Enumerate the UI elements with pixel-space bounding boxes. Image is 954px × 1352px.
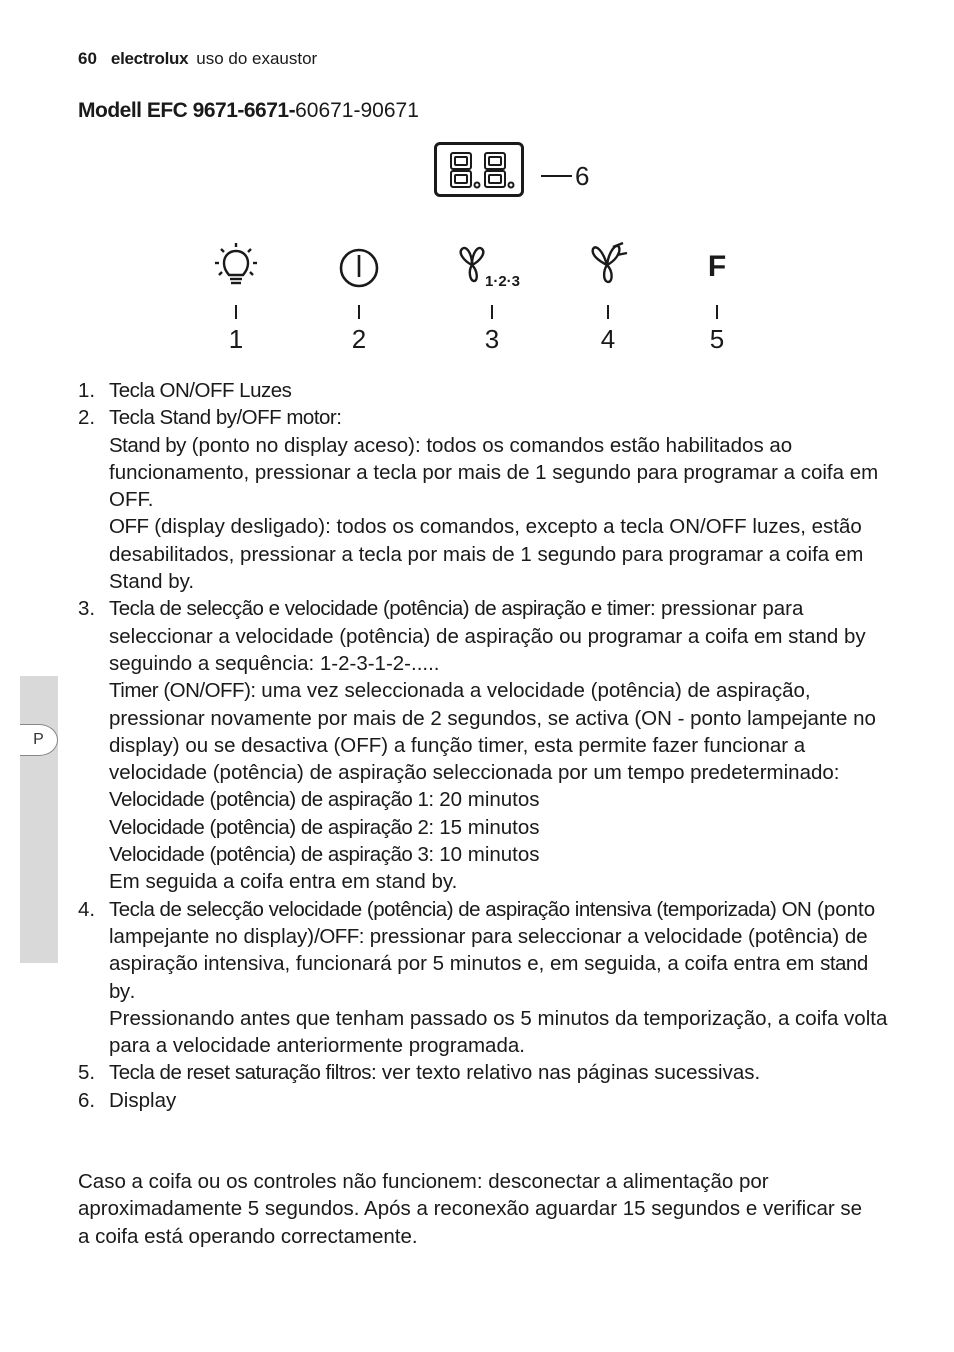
item-paragraph: Em seguida a coifa entra em stand by. [109,870,458,894]
item-title: Tecla de reset saturação filtros: [109,1061,377,1085]
fan-intensive-icon [583,241,633,291]
language-side-tab [20,676,58,963]
key-number: 1 [228,324,244,354]
list-item [78,404,888,595]
power-icon [334,241,384,291]
key-tick [716,305,718,319]
item-paragraph: OFF (display desligado): todos os comandos, excepto a tecla ON/OFF luzes, estão desabilitados, pressionar a tecla por mais de 1 segundo para programar a coifa em Stand by. [109,515,864,594]
key-number: 3 [484,324,500,354]
item-number: 4. [78,897,96,921]
seven-segment-digits-icon [437,145,521,194]
troubleshooting-note: Caso a coifa ou os controles não funcionem: desconectar a alimentação por aproximadamente 5 segundos. Após a reconexão aguardar 15 segundos e verificar se a coifa está operando correctamente. [78,1170,863,1248]
item-number: 1. [78,379,96,402]
key-fan-intensive [578,241,638,355]
key-number: 5 [709,324,725,354]
section-title: uso do exaustor [196,49,318,68]
list-item [78,1087,888,1114]
speed-3-line: Velocidade (potência) de aspiração 3: 10 minutos [109,843,540,867]
digital-display [434,142,524,197]
key-filter-reset [687,241,747,355]
key-number: 4 [600,324,616,354]
key-tick [491,305,493,319]
svg-text:F: F [707,250,727,283]
key-light [206,241,266,355]
speed-2-line: Velocidade (potência) de aspiração 2: 15 minutos [109,815,540,839]
language-tab-label: P [20,724,58,756]
item-title: Tecla de selecção e velocidade (potência) de aspiração e timer: [109,597,656,621]
key-number: 2 [351,324,367,354]
item-number: 3. [78,597,96,621]
item-number: 2. [78,406,96,430]
callout-6: 6 [575,161,590,191]
key-tick [235,305,237,319]
item-paragraph: Timer (ON/OFF): uma vez seleccionada a velocidade (potência) de aspiração, pressionar novamente por mais de 2 segundos, se activa (ON - ponto lampejante no display) ou se desactiva (OFF) a função timer, esta permite fazer funcionar a velocidade (potência) de aspiração seleccionada por um tempo predeterminado: [109,679,876,785]
page-header [78,49,317,69]
key-description-list [78,377,888,1114]
fan-speed-icon [456,241,528,291]
list-item: 4. Tecla de selecção velocidade (potência) de aspiração intensiva (temporizada) ON (ponto lampejante no display)/OFF: pressionar para seleccionar a velocidade (potência) de aspiração intensiva, funcionará por 5 minutos e, em seguida, a coifa entra em stand by. Pressionando antes que tenham passado os 5 minutos da temporização, a coifa volta para a velocidade anteriormente programada. [78,896,888,1060]
svg-text:1·2·3: 1·2·3 [485,273,521,290]
item-number: 5. [78,1061,96,1085]
brand-name: electrolux [110,49,189,68]
page-number: 60 [78,49,97,68]
model-heading [78,99,419,123]
model-heading-bold: Modell EFC 9671-6671- [78,99,296,122]
filter-reset-icon [692,241,742,291]
speed-1-line: Velocidade (potência) de aspiração 1: 20 minutos [109,788,540,812]
key-power [329,241,389,355]
item-number: 6. [78,1088,96,1112]
light-bulb-icon [211,241,261,291]
item-title: Tecla Stand by/OFF motor: [109,406,342,430]
list-item: 3. Tecla de selecção e velocidade (potência) de aspiração e timer: pressionar para seleccionar a velocidade (potência) de aspiração ou programar a coifa em stand by seguindo a sequência: 1-2-3-1-2-..... Timer (ON/OFF): uma vez seleccionada a velocidade (potência) de aspiração, pressionar novamente por mais de 2 segundos, se activa (ON - ponto lampejante no display) ou se desactiva (OFF) a função timer, esta permite fazer funcionar a velocidade (potência) de aspiração seleccionada por um tempo predeterminado: Velocidade (potência) de aspiração 1: 20 minutos Velocidade (potência) de aspiração 2: 15 minutos Velocidade (potência) de aspiração 3: 10 minutos Em seguida a coifa entra em stand by. [78,595,888,895]
key-tick [607,305,609,319]
item-paragraph: Pressionando antes que tenham passado os 5 minutos da temporização, a coifa volta para a velocidade anteriormente programada. [109,1006,888,1058]
key-fan-speed [456,241,528,355]
item-title: Display [109,1088,177,1112]
model-heading-rest: 60671-90671 [295,99,419,122]
item-title: Tecla ON/OFF Luzes [109,379,292,402]
key-tick [358,305,360,319]
callout-line-6 [541,175,572,177]
list-item: 5. Tecla de reset saturação filtros: ver texto relativo nas páginas sucessivas. [78,1059,888,1086]
list-item [78,377,888,404]
item-paragraph: Stand by (ponto no display aceso): todos os comandos estão habilitados ao funcionamento, pressionar a tecla por mais de 1 segundo para programar a coifa em OFF. [109,433,879,512]
item-title: Tecla de selecção velocidade (potência) de aspiração intensiva (temporizada) ON [109,897,812,921]
